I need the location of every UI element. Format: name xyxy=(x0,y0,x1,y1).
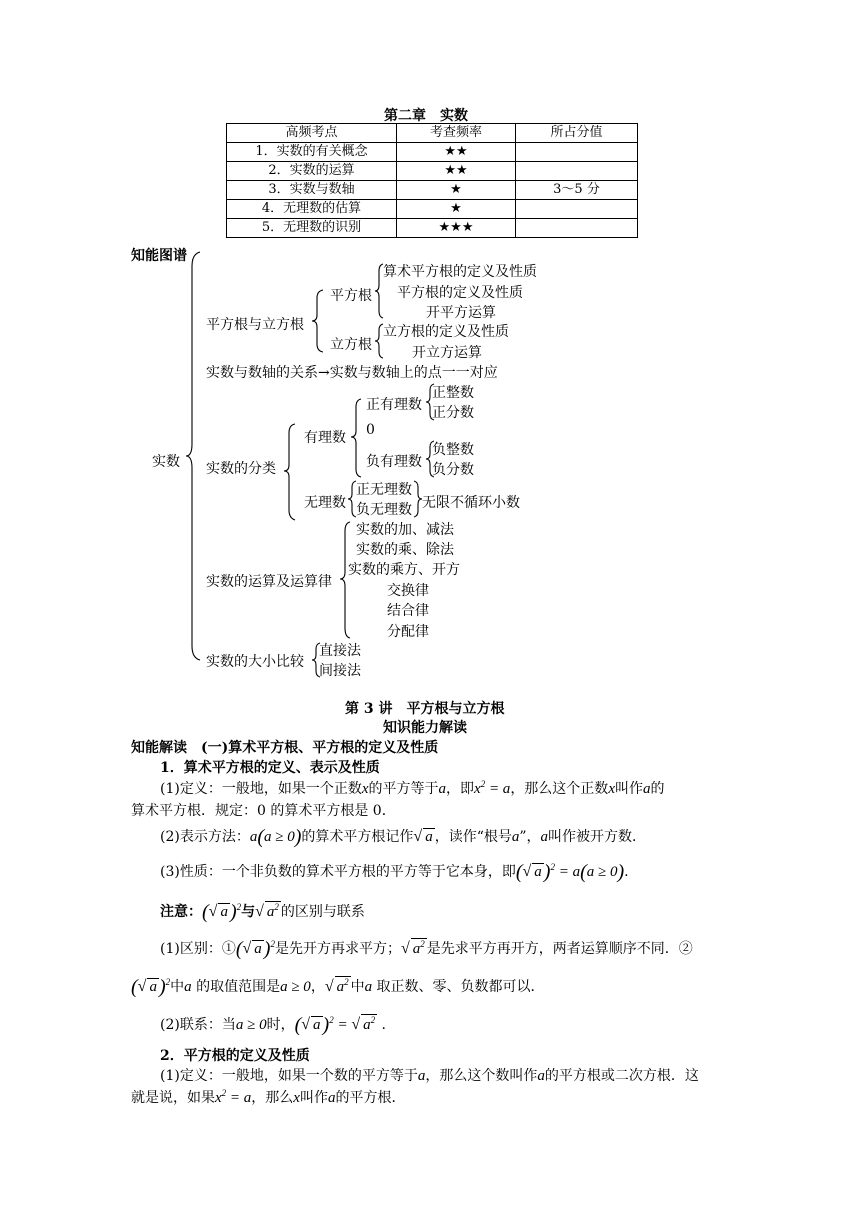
frequency-table xyxy=(226,123,638,238)
table-row xyxy=(227,162,638,181)
map-root: 实数 xyxy=(152,454,180,470)
text: ，那么 xyxy=(251,1090,294,1106)
text: (1)定义：一般地，如果一个正数 xyxy=(160,781,362,797)
table-cell: 1．实数的有关概念 xyxy=(227,143,397,162)
table-cell: 2．实数的运算 xyxy=(227,162,397,181)
text: 的 xyxy=(650,781,665,797)
section-heading: 知能解读 (一)算术平方根、平方根的定义及性质 xyxy=(131,740,439,756)
subsection-heading: 2．平方根的定义及性质 xyxy=(160,1048,310,1064)
text: 时， xyxy=(266,1017,295,1033)
math-var: a xyxy=(364,979,373,995)
brace-sqrt-cbrt xyxy=(311,288,325,354)
table-cell: ★★ xyxy=(397,162,516,181)
map-leaf: 负无理数 xyxy=(356,502,412,518)
map-node-pos-rational: 正有理数 xyxy=(366,397,422,413)
math-var: a xyxy=(327,1090,336,1106)
table-row xyxy=(227,200,638,219)
text: 中 xyxy=(350,979,365,995)
text: 中 xyxy=(170,979,185,995)
map-leaf: 正整数 xyxy=(432,385,474,401)
text: 的平方根或二次方根．这 xyxy=(544,1068,699,1084)
table-row xyxy=(227,143,638,162)
map-node-classification: 实数的分类 xyxy=(206,461,276,477)
math-var: x xyxy=(608,781,615,797)
lesson-title: 第 3 讲 平方根与立方根 xyxy=(345,701,505,717)
text: (1)区别：① xyxy=(160,941,236,957)
table-cell xyxy=(516,143,638,162)
text: 叫作被开方数． xyxy=(548,829,647,845)
table-cell xyxy=(516,162,638,181)
brace-classification xyxy=(283,422,297,522)
table-row xyxy=(227,219,638,238)
text: 与 xyxy=(241,904,256,920)
math-expr: $x^2 = a$ xyxy=(215,1088,252,1106)
table-cell xyxy=(516,200,638,219)
math-expr: (√ a )$^2$ xyxy=(202,901,242,923)
map-leaf: 实数的乘方、开方 xyxy=(348,562,460,578)
text: (2)表示方法： xyxy=(160,829,250,845)
map-leaf: 分配律 xyxy=(387,624,429,640)
paragraph-sqrt-definition xyxy=(160,1065,699,1085)
map-leaf: 间接法 xyxy=(319,663,361,679)
math-var: a xyxy=(438,781,447,797)
table-header: 高频考点 xyxy=(227,124,397,143)
map-leaf: 交换律 xyxy=(387,583,429,599)
map-leaf: 直接法 xyxy=(319,643,361,659)
text: ”， xyxy=(519,829,541,845)
math-var: a xyxy=(184,979,192,995)
text: 的算术平方根记作 xyxy=(301,829,414,845)
math-expr: a(a ≥ 0) xyxy=(249,826,302,848)
math-expr: √ $a^2$ xyxy=(255,902,279,920)
paragraph-difference xyxy=(160,938,693,961)
table-row xyxy=(227,181,638,200)
text: (2)联系：当 xyxy=(160,1017,236,1033)
map-node-neg-rational: 负有理数 xyxy=(366,454,422,470)
math-expr: (√ a )$^2$ xyxy=(235,938,275,960)
map-node-compare: 实数的大小比较 xyxy=(206,654,304,670)
math-var: a xyxy=(642,781,651,797)
table-cell: 5．无理数的识别 xyxy=(227,219,397,238)
text: 取正数、零、负数都可以． xyxy=(376,979,545,995)
map-leaf: 实数的加、减法 xyxy=(356,522,454,538)
text: 的取值范围是 xyxy=(196,979,281,995)
paragraph-sqrt-definition-cont xyxy=(131,1087,405,1107)
table-header: 所占分值 xyxy=(516,124,638,143)
paragraph-property: (3)性质：一个非负数的算术平方根的平方等于它本身，即(√ a )$^2$ = a(a ≥ 0). xyxy=(160,861,629,883)
text: 的区别与联系 xyxy=(280,904,365,920)
text: 的平方根． xyxy=(335,1090,406,1106)
text: ，那么这个正数 xyxy=(510,781,609,797)
table-cell: 4．无理数的估算 xyxy=(227,200,397,219)
math-expr: √ $a^2$ xyxy=(324,977,349,995)
math-condition: a ≥ 0 xyxy=(280,979,311,995)
math-var: a xyxy=(537,1068,545,1084)
text: (1)定义：一般地，如果一个数的平方等于 xyxy=(160,1068,418,1084)
map-node-rational: 有理数 xyxy=(304,430,346,446)
text: 叫作 xyxy=(614,781,643,797)
paragraph-definition-cont: 算术平方根．规定：0 的算术平方根是 0． xyxy=(131,803,396,819)
map-leaf: 负整数 xyxy=(432,442,474,458)
map-node-square-root: 平方根 xyxy=(330,288,372,304)
math-var: a xyxy=(417,1068,426,1084)
text: ，即 xyxy=(446,781,475,797)
brace-rational xyxy=(350,397,362,479)
note-label: 注意： xyxy=(160,904,202,920)
map-leaf: 开立方运算 xyxy=(412,345,482,361)
text: (3)性质：一个非负数的算术平方根的平方等于它本身，即 xyxy=(160,864,516,880)
brace-operations xyxy=(339,520,351,640)
math-expr: (√ a )$^2$ xyxy=(131,976,171,998)
math-expr: (√ a )$^2$ = a(a ≥ 0) xyxy=(515,861,625,883)
map-leaf: 正无理数 xyxy=(356,482,412,498)
table-cell: ★ xyxy=(397,200,516,219)
text: 是先求平方再开方，两者运算顺序不同．② xyxy=(426,941,693,957)
math-condition: a ≥ 0 xyxy=(586,864,618,880)
map-node-sqrt-cbrt: 平方根与立方根 xyxy=(206,317,304,333)
map-leaf: 平方根的定义及性质 xyxy=(397,285,523,301)
map-leaf: 负分数 xyxy=(432,462,474,478)
map-heading: 知能图谱 xyxy=(131,248,187,264)
map-leaf: 结合律 xyxy=(387,603,429,619)
map-leaf: 无限不循环小数 xyxy=(422,495,520,511)
map-leaf: 实数的乘、除法 xyxy=(356,542,454,558)
lesson-subtitle: 知识能力解读 xyxy=(383,720,467,736)
math-expr: √ $a^2$ xyxy=(400,939,425,957)
map-leaf: 立方根的定义及性质 xyxy=(383,324,509,340)
map-node-zero: 0 xyxy=(366,422,375,438)
table-cell: 3．实数与数轴 xyxy=(227,181,397,200)
text: 的平方等于 xyxy=(368,781,439,797)
math-var: x xyxy=(361,781,369,797)
math-var: a xyxy=(511,829,520,845)
paragraph-difference-cont: (√ a )$^2$中a 的取值范围是a ≥ 0，√ $a^2$ 中a 取正数、零、负数都可以． xyxy=(131,976,545,998)
text: ，读作“根号 xyxy=(434,829,512,845)
table-header: 考查频率 xyxy=(397,124,516,143)
map-leaf: 算术平方根的定义及性质 xyxy=(383,264,537,280)
math-condition: a ≥ 0 xyxy=(264,829,295,845)
paragraph-relation: (2)联系：当a ≥ 0时，(√ a )$^2$ = √ $a^2$ . xyxy=(160,1014,387,1036)
text: 叫作 xyxy=(299,1090,328,1106)
math-var: a xyxy=(540,829,549,845)
table-cell: ★★★ xyxy=(397,219,516,238)
sqrt-a: √ a xyxy=(413,828,433,845)
math-condition: a ≥ 0 xyxy=(235,1017,267,1033)
text: 是先开方再求平方； xyxy=(274,941,401,957)
table-cell xyxy=(516,219,638,238)
map-node-axis: 实数与数轴的关系→实数与数轴上的点一一对应 xyxy=(206,365,498,381)
subsection-heading: 1．算术平方根的定义、表示及性质 xyxy=(160,760,380,776)
chapter-title: 第二章 实数 xyxy=(384,108,468,124)
brace-root xyxy=(184,250,204,662)
map-node-cube-root: 立方根 xyxy=(330,337,372,353)
table-cell: ★★ xyxy=(397,143,516,162)
text: 就是说，如果 xyxy=(131,1090,215,1106)
map-node-irrational: 无理数 xyxy=(304,495,346,511)
table-cell: ★ xyxy=(397,181,516,200)
table-header-row xyxy=(227,124,638,143)
map-leaf: 开平方运算 xyxy=(426,305,496,321)
math-expr: $x^2 = a$ xyxy=(474,779,511,797)
paragraph-notation xyxy=(160,826,646,849)
math-var: x xyxy=(293,1090,300,1106)
text: ，那么这个数叫作 xyxy=(425,1068,538,1084)
note-line xyxy=(160,901,365,924)
map-leaf: 正分数 xyxy=(432,405,474,421)
map-node-operations: 实数的运算及运算律 xyxy=(206,574,332,590)
table-cell: 3～5 分 xyxy=(516,181,638,200)
paragraph-definition xyxy=(160,778,664,798)
math-expr: (√ a )$^2$ = √ $a^2$ xyxy=(294,1014,376,1036)
